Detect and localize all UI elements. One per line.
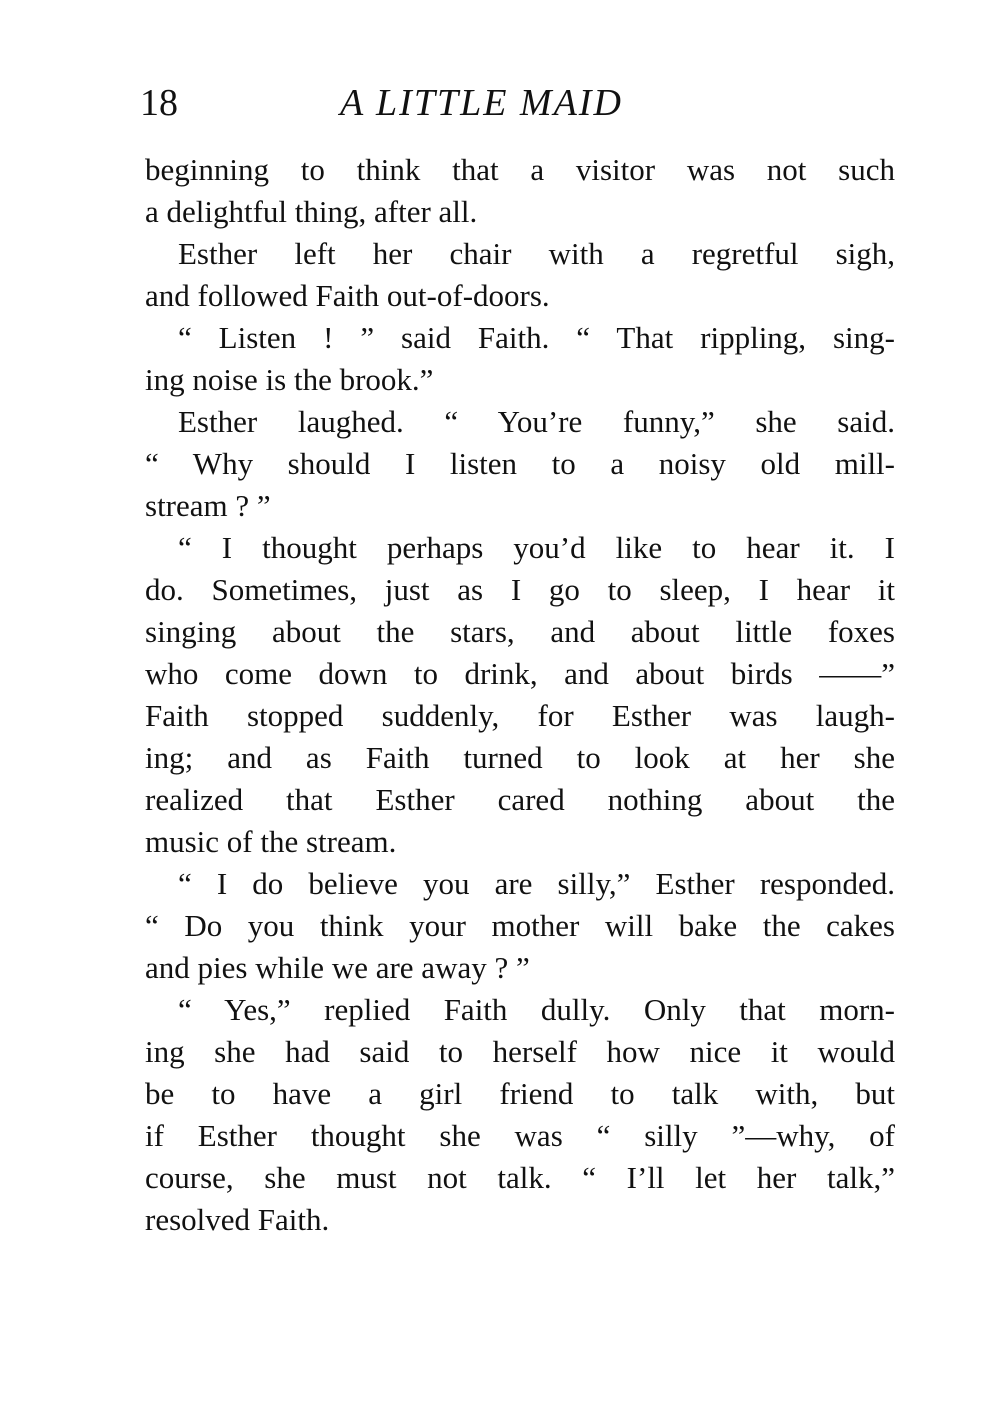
text-line: ing; and as Faith turned to look at her she (145, 740, 895, 775)
running-title: A LITTLE MAID (340, 82, 623, 124)
text-line: course, she must not talk. “ I’ll let her talk,” (145, 1160, 895, 1195)
text-line: do. Sometimes, just as I go to sleep, I hear it (145, 572, 895, 607)
text-line: “ I do believe you are silly,” Esther responded. (178, 866, 895, 901)
text-line: Faith stopped suddenly, for Esther was laugh- (145, 698, 895, 733)
text-line: stream ? ” (145, 488, 271, 523)
text-line: who come down to drink, and about birds ——” (145, 656, 895, 691)
text-line: and followed Faith out-of-doors. (145, 278, 550, 313)
text-line: singing about the stars, and about little foxes (145, 614, 895, 649)
text-line: beginning to think that a visitor was not such (145, 152, 895, 187)
text-line: Esther laughed. “ You’re funny,” she said. (178, 404, 895, 439)
text-line: music of the stream. (145, 824, 397, 859)
text-line: “ Why should I listen to a noisy old mill- (145, 446, 895, 481)
text-line: be to have a girl friend to talk with, but (145, 1076, 895, 1111)
text-line: Esther left her chair with a regretful sigh, (178, 236, 895, 271)
text-line: “ Do you think your mother will bake the cakes (145, 908, 895, 943)
text-line: resolved Faith. (145, 1202, 330, 1237)
text-line: realized that Esther cared nothing about the (145, 782, 895, 817)
text-line: if Esther thought she was “ silly ”—why, of (145, 1118, 895, 1153)
text-line: ing she had said to herself how nice it would (145, 1034, 895, 1069)
text-line: “ Listen ! ” said Faith. “ That rippling, sing- (178, 320, 895, 355)
page-number: 18 (140, 82, 178, 124)
text-line: “ I thought perhaps you’d like to hear it. I (178, 530, 895, 565)
page-header (140, 80, 900, 130)
body-text (145, 149, 895, 1241)
text-line: and pies while we are away ? ” (145, 950, 530, 985)
text-line: a delightful thing, after all. (145, 194, 478, 229)
text-line: ing noise is the brook.” (145, 362, 434, 397)
text-line: “ Yes,” replied Faith dully. Only that morn- (178, 992, 895, 1027)
